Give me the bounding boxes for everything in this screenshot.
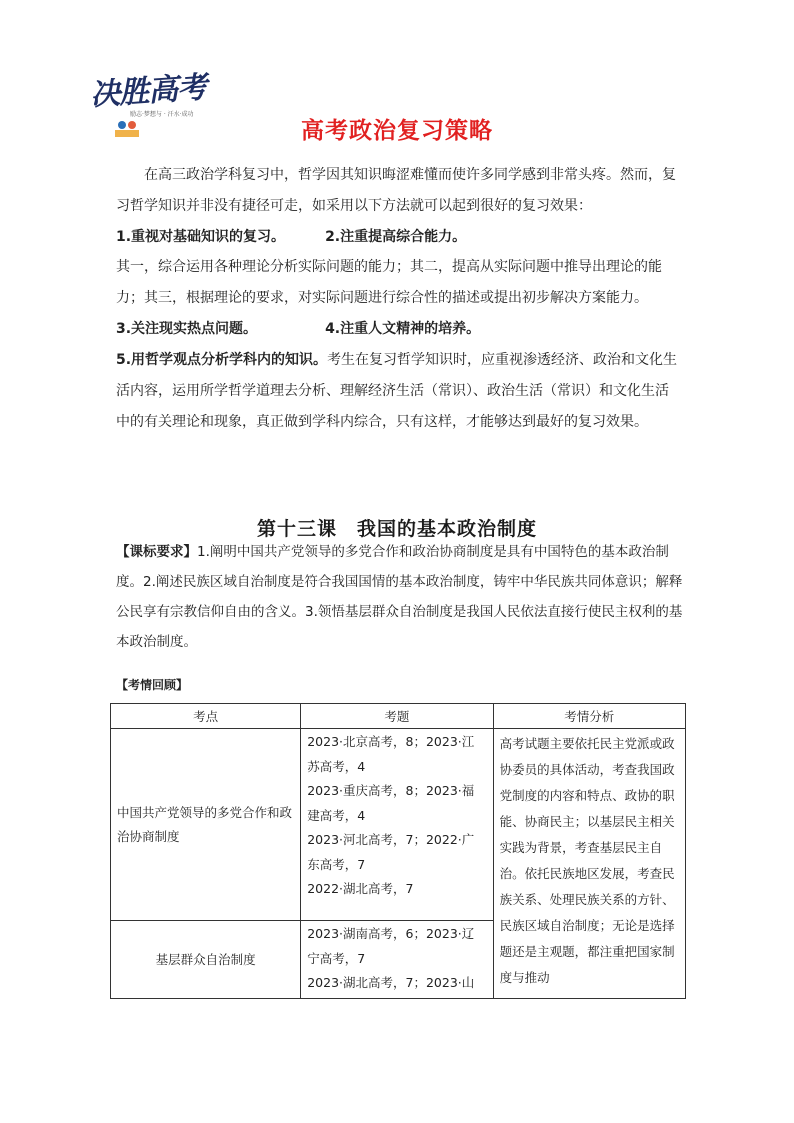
- table-row: [111, 729, 686, 921]
- points-row-2: [116, 314, 480, 345]
- exam-review-table: [110, 703, 686, 999]
- header-topic: 考点: [111, 704, 301, 729]
- point-3: 3.关注现实热点问题。: [116, 321, 258, 337]
- table-header-row: [111, 704, 686, 729]
- point-2-detail: 其一，综合运用各种理论分析实际问题的能力；其二，提高从实际问题中推导出理论的能力；其三，根据理论的要求，对实际问题进行综合性的描述或提出初步解决方案能力。: [116, 259, 662, 306]
- analysis-cell: 高考试题主要依托民主党派或政协委员的具体活动，考查我国政党制度的内容和特点、政协的职能、协商民主；以基层民主相关实践为背景，考查基层民主自治。依托民族地区发展，考查民族关系、处理民族关系的方针、民族区域自治制度；无论是选择题还是主观题，都注重把国家制度与推动: [493, 729, 685, 999]
- point-2: 2.注重提高综合能力。: [325, 229, 467, 245]
- page-title: 高考政治复习策略: [301, 118, 493, 144]
- point-4: 4.注重人文精神的培养。: [325, 321, 481, 337]
- requirements-text: 1.阐明中国共产党领导的多党合作和政治协商制度是具有中国特色的基本政治制度。2.阐述民族区域自治制度是符合我国国情的基本政治制度，铸牢中华民族共同体意识；解释公民享有宗教信仰自由的含义。3.领悟基层群众自治制度是我国人民依法直接行使民主权利的基本政治制度。: [116, 544, 683, 650]
- lesson-title: 第十三课 我国的基本政治制度: [256, 518, 537, 540]
- topic-cell: 基层群众自治制度: [111, 921, 301, 999]
- point-5-paragraph: [116, 345, 682, 438]
- points-row-1: [116, 222, 466, 253]
- point-5: 5.用哲学观点分析学科内的知识。: [116, 352, 328, 368]
- review-label: 【考情回顾】: [116, 678, 189, 692]
- questions-cell: 2023·湖南高考，6；2023·辽宁高考，7 2023·湖北高考，7；2023·山: [301, 921, 493, 999]
- curriculum-requirements: [116, 537, 686, 657]
- requirements-label: 【课标要求】: [116, 544, 197, 560]
- intro-paragraph: 在高三政治学科复习中，哲学因其知识晦涩难懂而使许多同学感到非常头疼。然而，复习哲学知识并非没有捷径可走，如采用以下方法就可以起到很好的复习效果：: [116, 167, 676, 214]
- point-5-detail: 考生在复习哲学知识时，应重视渗透经济、政治和文化生活内容，运用所学哲学道理去分析、理解经济生活（常识）、政治生活（常识）和文化生活中的有关理论和现象，真正做到学科内综合，只有这样，才能够达到最好的复习效果。: [116, 352, 678, 430]
- logo-slogan: 励志·梦想与 · 汗水·成功: [130, 111, 194, 118]
- header-analysis: 考情分析: [493, 704, 685, 729]
- topic-cell: 中国共产党领导的多党合作和政治协商制度: [111, 729, 301, 921]
- header-questions: 考题: [301, 704, 493, 729]
- questions-cell: 2023·北京高考，8；2023·江苏高考，4 2023·重庆高考，8；2023·福建高考，4 2023·河北高考，7；2022·广东高考，7 2022·湖北高考，7: [301, 729, 493, 921]
- logo-text: 决胜高考: [89, 69, 208, 113]
- point-1: 1.重视对基础知识的复习。: [116, 229, 286, 245]
